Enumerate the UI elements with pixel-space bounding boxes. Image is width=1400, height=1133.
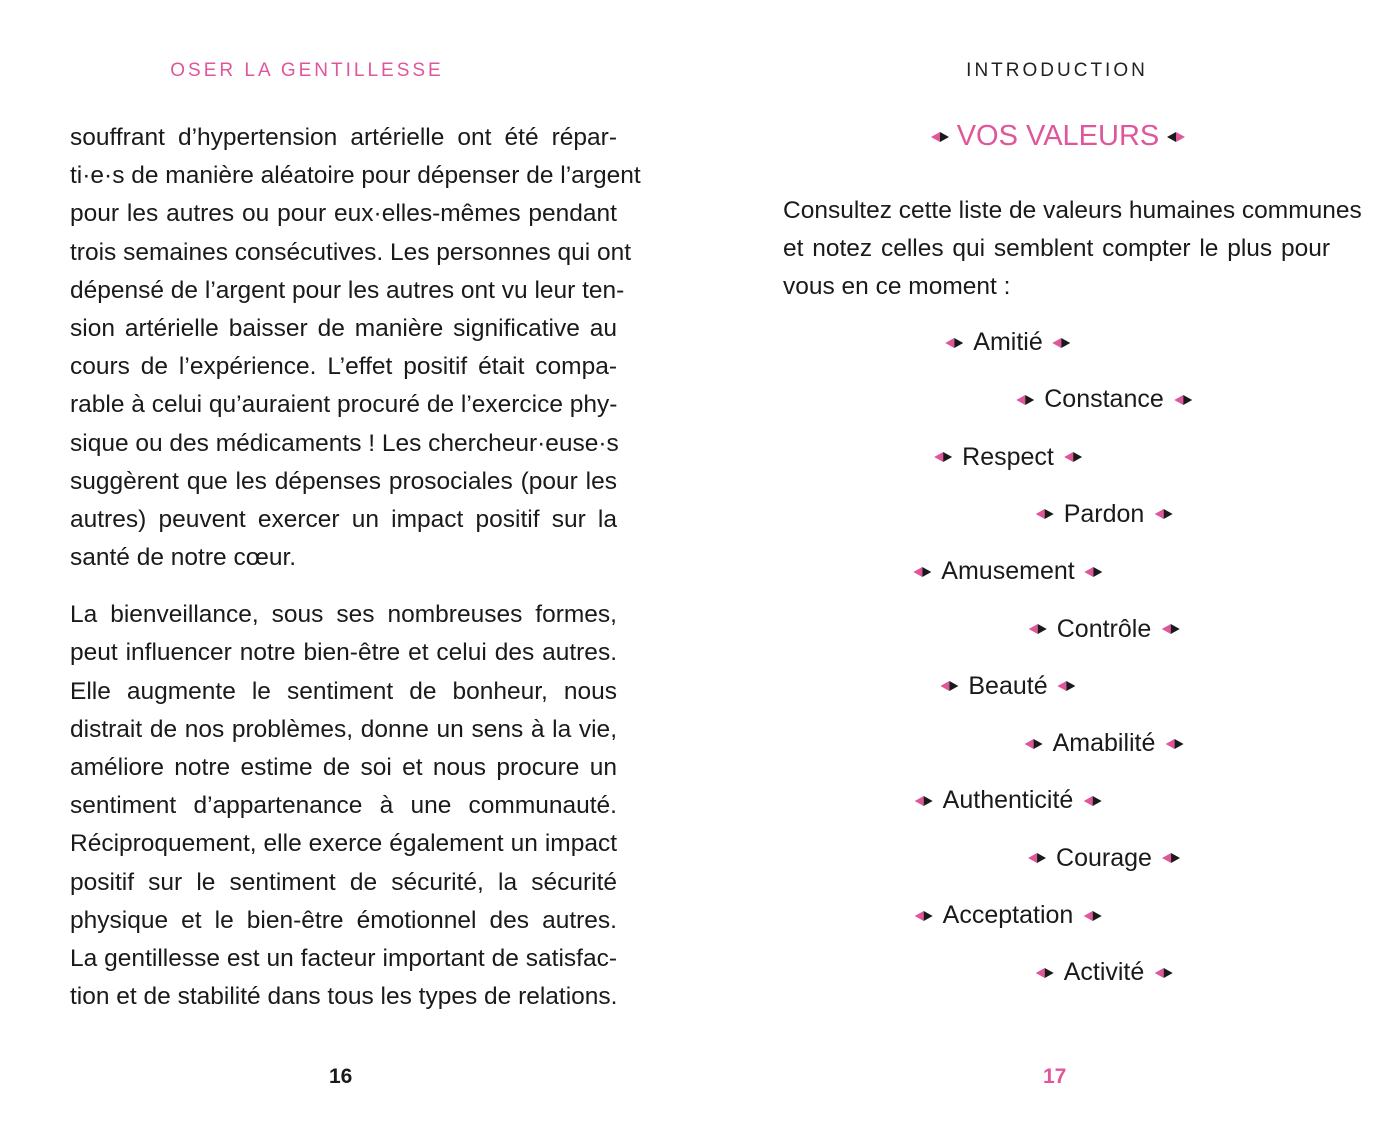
value-label: Activité xyxy=(1063,958,1145,987)
diamond-icon xyxy=(1085,567,1103,577)
text-line: autres) peuvent exercer un impact positif sur la xyxy=(70,505,617,533)
page-number: 17 xyxy=(1043,1065,1067,1088)
text-line: sique ou des médicaments ! Les chercheur·euse·s xyxy=(70,429,619,457)
diamond-icon xyxy=(1028,853,1046,863)
value-label: Amabilité xyxy=(1052,729,1156,758)
paragraph-gap xyxy=(70,577,617,596)
value-item xyxy=(1029,615,1180,644)
text-line: Réciproquement, elle exerce également un impact xyxy=(70,830,617,858)
diamond-icon xyxy=(915,796,933,806)
text-line: Elle augmente le sentiment de bonheur, nous xyxy=(70,677,617,705)
diamond-icon xyxy=(1174,395,1192,405)
diamond-icon xyxy=(934,452,952,462)
value-label: Amusement xyxy=(941,557,1075,586)
text-line: rable à celui qu’auraient procuré de l’exercice phy- xyxy=(70,391,618,419)
text-line: souffrant d’hypertension artérielle ont été répar- xyxy=(70,124,617,151)
value-item xyxy=(1028,844,1180,873)
diamond-icon xyxy=(1154,509,1172,519)
value-label: Authenticité xyxy=(942,786,1074,815)
value-label: Respect xyxy=(962,442,1054,471)
paragraph xyxy=(70,596,617,1016)
value-item xyxy=(1025,729,1184,758)
text-line: dépensé de l’argent pour les autres ont vu leur ten- xyxy=(70,276,625,304)
value-item xyxy=(945,328,1070,357)
value-label: Constance xyxy=(1044,385,1164,414)
value-label: Amitié xyxy=(973,328,1043,356)
text-line: santé de notre cœur. xyxy=(70,544,297,572)
text-line: distrait de nos problèmes, donne un sens à la vie, xyxy=(70,715,617,743)
paragraph xyxy=(70,119,641,577)
diamond-icon xyxy=(915,911,933,921)
text-line: améliore notre estime de soi et nous procure un xyxy=(70,754,617,781)
value-item xyxy=(1036,500,1173,529)
section-title-text: VOS VALEURS xyxy=(956,120,1160,152)
value-item xyxy=(915,901,1102,930)
value-label: Pardon xyxy=(1063,499,1145,528)
text-line: cours de l’expérience. L’effet positif était compa- xyxy=(70,353,617,381)
value-item xyxy=(915,786,1102,815)
diamond-icon xyxy=(1016,395,1034,405)
value-item xyxy=(913,557,1102,586)
text-line: pour les autres ou pour eux·elles-mêmes pendant xyxy=(70,200,617,228)
value-item xyxy=(1016,385,1192,414)
value-label: Beauté xyxy=(968,671,1048,700)
diamond-icon xyxy=(945,338,963,348)
text-line: suggèrent que les dépenses prosociales (pour les xyxy=(70,467,617,495)
diamond-icon xyxy=(1053,338,1071,348)
value-label: Courage xyxy=(1056,843,1152,872)
text-line: positif sur le sentiment de sécurité, la sécurité xyxy=(70,868,617,896)
diamond-icon xyxy=(1154,968,1172,978)
value-item xyxy=(934,443,1082,472)
text-line: Consultez cette liste de valeurs humaines communes xyxy=(783,197,1362,224)
value-label: Acceptation xyxy=(942,901,1074,929)
diamond-icon xyxy=(1036,968,1054,978)
diamond-icon xyxy=(1036,509,1054,519)
value-item xyxy=(940,672,1075,701)
page-number: 16 xyxy=(329,1065,353,1088)
value-label: Contrôle xyxy=(1056,614,1152,643)
body-text xyxy=(70,119,641,1016)
text-line: La bienveillance, sous ses nombreuses formes, xyxy=(70,601,617,629)
diamond-icon xyxy=(1029,624,1047,634)
text-line: sion artérielle baisser de manière significative au xyxy=(70,314,617,342)
right-page: INTRODUCTION VOS VALEURS Consultez cette liste de valeurs humaines communes et notez celles qui semblent compter le plus pour vous en ce moment : Amitié Constance Respect Pardon Amusement Contrôle Beauté Amabilité Authenticité Courage Acceptation Activité 17 xyxy=(700,0,1400,1133)
value-item xyxy=(1036,958,1173,987)
text-line: vous en ce moment : xyxy=(783,273,1011,301)
diamond-icon xyxy=(1025,739,1043,749)
text-line: et notez celles qui semblent compter le plus pour xyxy=(783,235,1330,263)
diamond-icon xyxy=(1161,624,1179,634)
diamond-icon xyxy=(940,681,958,691)
diamond-icon xyxy=(1083,796,1101,806)
diamond-icon xyxy=(1165,739,1183,749)
text-line: tion et de stabilité dans tous les types de relations. xyxy=(70,983,618,1011)
text-line: trois semaines consécutives. Les personnes qui ont xyxy=(70,238,632,266)
diamond-icon xyxy=(1064,452,1082,462)
text-line: sentiment d’appartenance à une communauté. xyxy=(70,792,617,820)
diamond-icon xyxy=(1162,853,1180,863)
text-line: physique et le bien-être émotionnel des autres. xyxy=(70,906,617,934)
diamond-icon xyxy=(1083,911,1101,921)
diamond-icon xyxy=(913,567,931,577)
text-line: peut influencer notre bien-être et celui des autres. xyxy=(70,639,617,667)
running-head: OSER LA GENTILLESSE xyxy=(170,60,444,81)
values-list xyxy=(700,0,1400,1133)
diamond-icon xyxy=(1058,681,1076,691)
text-line: ti·e·s de manière aléatoire pour dépenser de l’argent xyxy=(70,162,641,190)
text-line: La gentillesse est un facteur important de satisfac- xyxy=(70,944,617,972)
